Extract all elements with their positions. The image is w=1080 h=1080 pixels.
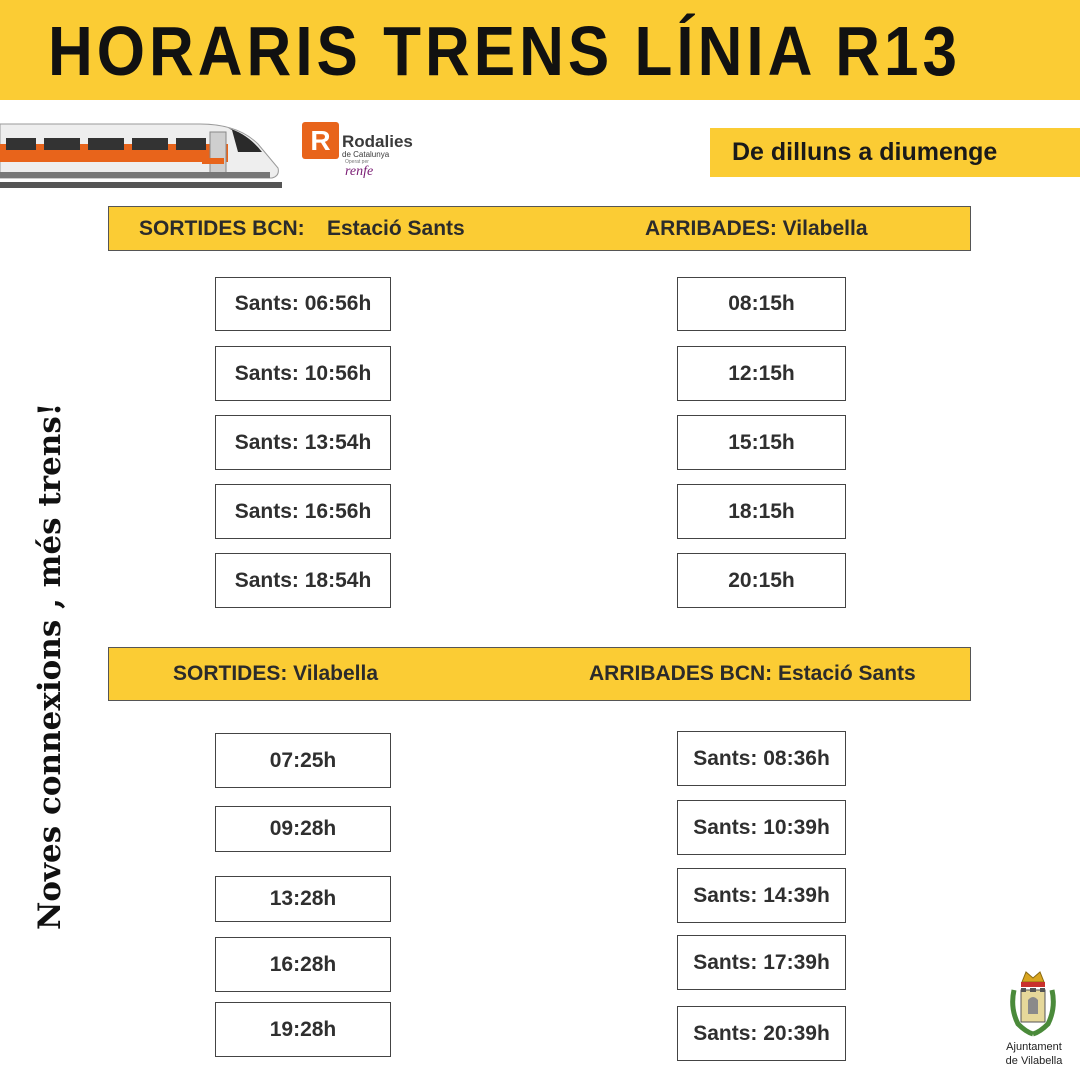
time-box: 16:28h [215,937,391,992]
time-box: Sants: 17:39h [677,935,846,990]
footer-label [990,1040,1078,1068]
footer-line2: de Vilabella [1005,1055,1063,1067]
time-box: 12:15h [677,346,846,401]
train-image [0,116,282,188]
renfe-logo: renfe [345,164,374,179]
crest-icon [1006,968,1060,1038]
time-box: Sants: 14:39h [677,868,846,923]
section2-header [108,647,971,701]
time-box: 07:25h [215,733,391,788]
logo-operated: Operat per [345,159,369,165]
time-box: 13:28h [215,876,391,922]
section1-right-label: ARRIBADES: Vilabella [645,217,868,240]
section2-left-label: SORTIDES: Vilabella [173,662,379,685]
schedule-days-badge: De dilluns a diumenge [710,128,1080,177]
page-title: HORARIS TRENS LÍNIA R13 [48,13,962,91]
time-box: 08:15h [677,277,846,331]
footer-line1: Ajuntament [1006,1041,1062,1053]
time-box: Sants: 10:39h [677,800,846,855]
section2-right-label: ARRIBADES BCN: Estació Sants [589,662,916,685]
time-box: Sants: 10:56h [215,346,391,401]
title-bar [0,0,1080,100]
time-box: Sants: 08:36h [677,731,846,786]
time-box: 19:28h [215,1002,391,1057]
section1-left-label: SORTIDES BCN: [139,217,305,240]
section1-header [108,206,971,251]
rodalies-r-icon: R [302,122,339,159]
time-box: Sants: 13:54h [215,415,391,470]
logo-brand: Rodalies [342,132,413,151]
time-box: Sants: 18:54h [215,553,391,608]
time-box: 15:15h [677,415,846,470]
time-box: 09:28h [215,806,391,852]
side-slogan: Noves connexions , més trens! [32,402,68,930]
section1-left-station: Estació Sants [327,217,465,240]
time-box: 20:15h [677,553,846,608]
logo-sub: de Catalunya [342,150,390,159]
time-box: Sants: 06:56h [215,277,391,331]
time-box: Sants: 20:39h [677,1006,846,1061]
rodalies-logo [302,122,424,184]
time-box: Sants: 16:56h [215,484,391,539]
time-box: 18:15h [677,484,846,539]
